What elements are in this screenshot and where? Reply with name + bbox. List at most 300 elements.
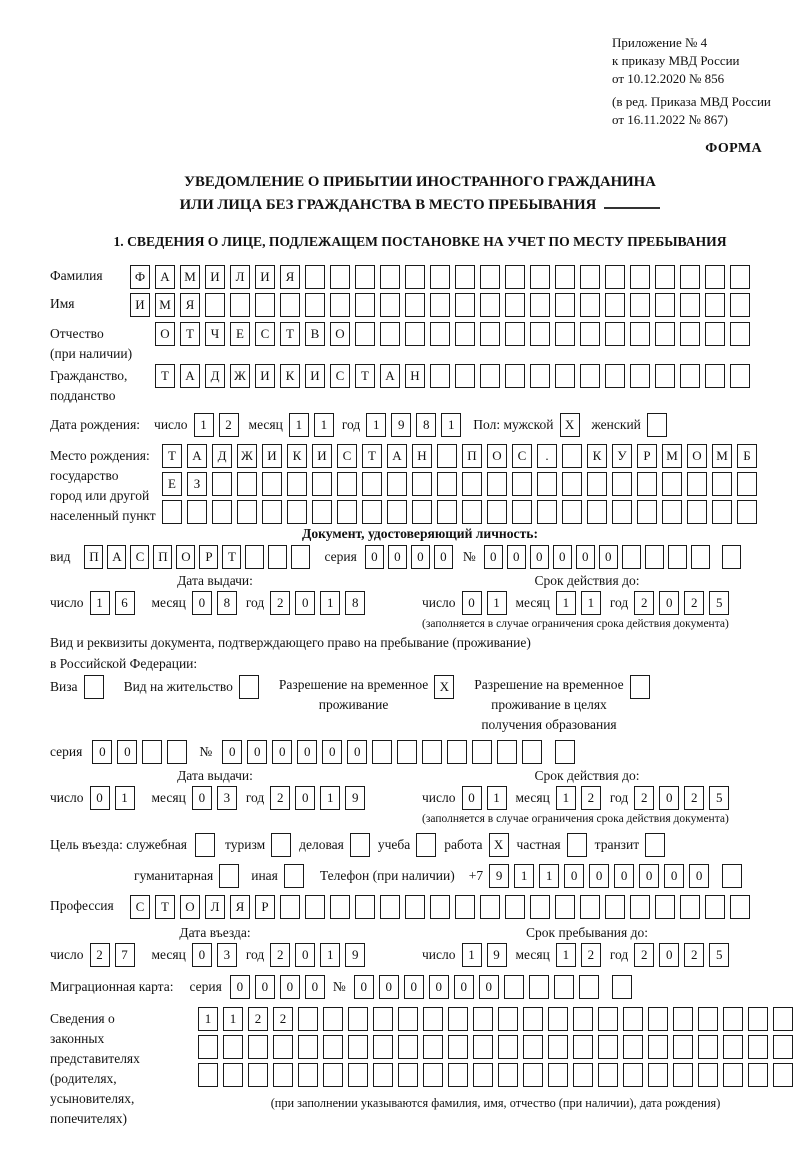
char-box[interactable]: [530, 364, 550, 388]
char-box[interactable]: [397, 740, 417, 764]
char-box[interactable]: [698, 1063, 718, 1087]
char-box[interactable]: 9: [391, 413, 411, 437]
char-box[interactable]: [523, 1007, 543, 1031]
residence-permit-checkbox[interactable]: [239, 675, 259, 699]
char-box[interactable]: [167, 740, 187, 764]
char-box[interactable]: [573, 1007, 593, 1031]
char-box[interactable]: [337, 472, 357, 496]
char-box[interactable]: [405, 293, 425, 317]
char-box[interactable]: 9: [487, 943, 507, 967]
purpose-humanitarian-checkbox[interactable]: [219, 864, 239, 888]
char-box[interactable]: [398, 1007, 418, 1031]
char-box[interactable]: 1: [320, 591, 340, 615]
char-box[interactable]: [348, 1063, 368, 1087]
char-box[interactable]: 2: [270, 591, 290, 615]
char-box[interactable]: 0: [255, 975, 275, 999]
purpose-other-checkbox[interactable]: [284, 864, 304, 888]
char-box[interactable]: [598, 1007, 618, 1031]
char-box[interactable]: 0: [659, 943, 679, 967]
char-box[interactable]: 0: [297, 740, 317, 764]
char-box[interactable]: У: [612, 444, 632, 468]
char-box[interactable]: 0: [530, 545, 549, 569]
char-box[interactable]: [237, 500, 257, 524]
char-box[interactable]: [430, 265, 450, 289]
char-box[interactable]: [280, 895, 300, 919]
char-box[interactable]: 3: [217, 786, 237, 810]
char-box[interactable]: [505, 364, 525, 388]
char-box[interactable]: [462, 500, 482, 524]
char-box[interactable]: [548, 1007, 568, 1031]
char-box[interactable]: С: [330, 364, 350, 388]
char-box[interactable]: [187, 500, 207, 524]
char-box[interactable]: Н: [412, 444, 432, 468]
char-box[interactable]: [680, 895, 700, 919]
char-box[interactable]: [748, 1035, 768, 1059]
char-box[interactable]: А: [155, 265, 175, 289]
char-box[interactable]: [455, 293, 475, 317]
char-box[interactable]: [730, 895, 750, 919]
char-box[interactable]: [398, 1035, 418, 1059]
char-box[interactable]: О: [176, 545, 195, 569]
char-box[interactable]: [423, 1007, 443, 1031]
char-box[interactable]: [423, 1035, 443, 1059]
char-box[interactable]: [398, 1063, 418, 1087]
char-box[interactable]: С: [130, 545, 149, 569]
char-box[interactable]: 0: [564, 864, 584, 888]
char-box[interactable]: [562, 472, 582, 496]
char-box[interactable]: [312, 472, 332, 496]
purpose-private-checkbox[interactable]: [567, 833, 587, 857]
char-box[interactable]: [691, 545, 710, 569]
char-box[interactable]: [505, 265, 525, 289]
char-box[interactable]: [380, 895, 400, 919]
char-box[interactable]: 7: [115, 943, 135, 967]
char-box[interactable]: 2: [634, 786, 654, 810]
char-box[interactable]: [630, 293, 650, 317]
char-box[interactable]: [548, 1035, 568, 1059]
char-box[interactable]: 0: [92, 740, 112, 764]
char-box[interactable]: 9: [345, 786, 365, 810]
char-box[interactable]: [623, 1007, 643, 1031]
char-box[interactable]: А: [187, 444, 207, 468]
char-box[interactable]: 0: [614, 864, 634, 888]
char-box[interactable]: 0: [192, 943, 212, 967]
visa-checkbox[interactable]: [84, 675, 104, 699]
char-box[interactable]: [748, 1063, 768, 1087]
char-box[interactable]: [655, 322, 675, 346]
char-box[interactable]: С: [130, 895, 150, 919]
char-box[interactable]: 2: [684, 591, 704, 615]
char-box[interactable]: [380, 265, 400, 289]
char-box[interactable]: [437, 444, 457, 468]
char-box[interactable]: [437, 472, 457, 496]
char-box[interactable]: И: [312, 444, 332, 468]
char-box[interactable]: [330, 293, 350, 317]
char-box[interactable]: 6: [115, 591, 135, 615]
char-box[interactable]: 2: [634, 943, 654, 967]
purpose-official-checkbox[interactable]: [195, 833, 215, 857]
char-box[interactable]: [705, 364, 725, 388]
char-box[interactable]: [198, 1035, 218, 1059]
char-box[interactable]: [687, 472, 707, 496]
char-box[interactable]: [723, 1007, 743, 1031]
char-box[interactable]: К: [587, 444, 607, 468]
char-box[interactable]: [330, 895, 350, 919]
char-box[interactable]: 1: [441, 413, 461, 437]
temp-permit-checkbox[interactable]: X: [434, 675, 454, 699]
char-box[interactable]: 0: [322, 740, 342, 764]
char-box[interactable]: Т: [355, 364, 375, 388]
char-box[interactable]: И: [262, 444, 282, 468]
char-box[interactable]: [205, 293, 225, 317]
char-box[interactable]: [512, 500, 532, 524]
char-box[interactable]: [587, 472, 607, 496]
char-box[interactable]: Т: [280, 322, 300, 346]
char-box[interactable]: 0: [295, 943, 315, 967]
char-box[interactable]: Е: [230, 322, 250, 346]
char-box[interactable]: И: [305, 364, 325, 388]
char-box[interactable]: [605, 322, 625, 346]
char-box[interactable]: 9: [345, 943, 365, 967]
char-box[interactable]: Ф: [130, 265, 150, 289]
char-box[interactable]: [673, 1035, 693, 1059]
char-box[interactable]: [305, 293, 325, 317]
char-box[interactable]: [580, 265, 600, 289]
char-box[interactable]: [298, 1035, 318, 1059]
char-box[interactable]: [573, 1035, 593, 1059]
char-box[interactable]: 1: [194, 413, 214, 437]
char-box[interactable]: М: [180, 265, 200, 289]
char-box[interactable]: [212, 472, 232, 496]
char-box[interactable]: [355, 293, 375, 317]
char-box[interactable]: [605, 265, 625, 289]
char-box[interactable]: [730, 322, 750, 346]
char-box[interactable]: [523, 1063, 543, 1087]
char-box[interactable]: Я: [280, 265, 300, 289]
char-box[interactable]: Р: [199, 545, 218, 569]
char-box[interactable]: [605, 895, 625, 919]
char-box[interactable]: [622, 545, 641, 569]
char-box[interactable]: 1: [223, 1007, 243, 1031]
char-box[interactable]: [255, 293, 275, 317]
char-box[interactable]: [637, 500, 657, 524]
char-box[interactable]: [262, 472, 282, 496]
char-box[interactable]: 0: [230, 975, 250, 999]
char-box[interactable]: 2: [248, 1007, 268, 1031]
char-box[interactable]: [312, 500, 332, 524]
char-box[interactable]: И: [130, 293, 150, 317]
char-box[interactable]: [455, 322, 475, 346]
char-box[interactable]: [555, 740, 575, 764]
char-box[interactable]: [412, 472, 432, 496]
char-box[interactable]: [680, 322, 700, 346]
char-box[interactable]: 1: [487, 786, 507, 810]
char-box[interactable]: [662, 500, 682, 524]
char-box[interactable]: [655, 364, 675, 388]
char-box[interactable]: 1: [556, 943, 576, 967]
char-box[interactable]: [305, 895, 325, 919]
char-box[interactable]: 0: [404, 975, 424, 999]
char-box[interactable]: [698, 1035, 718, 1059]
char-box[interactable]: 0: [365, 545, 384, 569]
char-box[interactable]: 9: [489, 864, 509, 888]
char-box[interactable]: [330, 265, 350, 289]
char-box[interactable]: [298, 1007, 318, 1031]
char-box[interactable]: Б: [737, 444, 757, 468]
purpose-tourism-checkbox[interactable]: [271, 833, 291, 857]
char-box[interactable]: [512, 472, 532, 496]
char-box[interactable]: 1: [314, 413, 334, 437]
char-box[interactable]: М: [662, 444, 682, 468]
char-box[interactable]: [529, 975, 549, 999]
sex-male-checkbox[interactable]: X: [560, 413, 580, 437]
char-box[interactable]: [580, 322, 600, 346]
char-box[interactable]: [287, 500, 307, 524]
char-box[interactable]: [555, 293, 575, 317]
char-box[interactable]: [455, 265, 475, 289]
char-box[interactable]: 0: [462, 786, 482, 810]
char-box[interactable]: [273, 1035, 293, 1059]
char-box[interactable]: 1: [556, 786, 576, 810]
char-box[interactable]: [705, 322, 725, 346]
char-box[interactable]: 0: [659, 786, 679, 810]
char-box[interactable]: [505, 322, 525, 346]
char-box[interactable]: 0: [454, 975, 474, 999]
char-box[interactable]: [473, 1035, 493, 1059]
char-box[interactable]: Р: [637, 444, 657, 468]
char-box[interactable]: [673, 1063, 693, 1087]
char-box[interactable]: [555, 322, 575, 346]
char-box[interactable]: В: [305, 322, 325, 346]
char-box[interactable]: [598, 1035, 618, 1059]
char-box[interactable]: [268, 545, 287, 569]
char-box[interactable]: [262, 500, 282, 524]
char-box[interactable]: [748, 1007, 768, 1031]
char-box[interactable]: [630, 364, 650, 388]
char-box[interactable]: [487, 500, 507, 524]
char-box[interactable]: 1: [320, 943, 340, 967]
char-box[interactable]: Р: [255, 895, 275, 919]
char-box[interactable]: Л: [230, 265, 250, 289]
char-box[interactable]: 0: [639, 864, 659, 888]
char-box[interactable]: [737, 472, 757, 496]
char-box[interactable]: [562, 444, 582, 468]
purpose-transit-checkbox[interactable]: [645, 833, 665, 857]
char-box[interactable]: [473, 1007, 493, 1031]
char-box[interactable]: [323, 1007, 343, 1031]
char-box[interactable]: [448, 1007, 468, 1031]
char-box[interactable]: Т: [155, 364, 175, 388]
char-box[interactable]: 0: [247, 740, 267, 764]
char-box[interactable]: Т: [180, 322, 200, 346]
char-box[interactable]: 0: [280, 975, 300, 999]
char-box[interactable]: Я: [230, 895, 250, 919]
char-box[interactable]: 1: [487, 591, 507, 615]
char-box[interactable]: Д: [205, 364, 225, 388]
char-box[interactable]: [623, 1035, 643, 1059]
char-box[interactable]: А: [107, 545, 126, 569]
char-box[interactable]: [230, 293, 250, 317]
char-box[interactable]: [355, 322, 375, 346]
char-box[interactable]: А: [380, 364, 400, 388]
char-box[interactable]: Ж: [230, 364, 250, 388]
char-box[interactable]: [373, 1035, 393, 1059]
char-box[interactable]: [323, 1035, 343, 1059]
char-box[interactable]: [455, 895, 475, 919]
char-box[interactable]: 0: [484, 545, 503, 569]
char-box[interactable]: [237, 472, 257, 496]
char-box[interactable]: Т: [362, 444, 382, 468]
char-box[interactable]: [198, 1063, 218, 1087]
char-box[interactable]: 1: [115, 786, 135, 810]
char-box[interactable]: [645, 545, 664, 569]
char-box[interactable]: Т: [155, 895, 175, 919]
char-box[interactable]: [773, 1063, 793, 1087]
char-box[interactable]: [730, 265, 750, 289]
char-box[interactable]: 0: [388, 545, 407, 569]
char-box[interactable]: 0: [479, 975, 499, 999]
char-box[interactable]: 8: [416, 413, 436, 437]
char-box[interactable]: 0: [379, 975, 399, 999]
char-box[interactable]: [447, 740, 467, 764]
char-box[interactable]: О: [155, 322, 175, 346]
char-box[interactable]: [505, 293, 525, 317]
char-box[interactable]: [462, 472, 482, 496]
char-box[interactable]: [287, 472, 307, 496]
char-box[interactable]: [605, 364, 625, 388]
char-box[interactable]: [555, 364, 575, 388]
char-box[interactable]: [305, 265, 325, 289]
char-box[interactable]: 2: [581, 786, 601, 810]
char-box[interactable]: 0: [347, 740, 367, 764]
char-box[interactable]: [605, 293, 625, 317]
char-box[interactable]: [280, 293, 300, 317]
char-box[interactable]: [448, 1063, 468, 1087]
char-box[interactable]: [498, 1035, 518, 1059]
char-box[interactable]: [705, 265, 725, 289]
char-box[interactable]: 0: [507, 545, 526, 569]
char-box[interactable]: 1: [581, 591, 601, 615]
char-box[interactable]: [630, 322, 650, 346]
char-box[interactable]: С: [255, 322, 275, 346]
char-box[interactable]: 1: [556, 591, 576, 615]
char-box[interactable]: 8: [345, 591, 365, 615]
char-box[interactable]: Ч: [205, 322, 225, 346]
char-box[interactable]: [612, 975, 632, 999]
char-box[interactable]: [555, 265, 575, 289]
char-box[interactable]: [655, 265, 675, 289]
purpose-work-checkbox[interactable]: X: [489, 833, 509, 857]
char-box[interactable]: Ж: [237, 444, 257, 468]
char-box[interactable]: О: [687, 444, 707, 468]
char-box[interactable]: [680, 265, 700, 289]
char-box[interactable]: 2: [270, 943, 290, 967]
char-box[interactable]: [530, 895, 550, 919]
char-box[interactable]: [498, 1007, 518, 1031]
char-box[interactable]: А: [180, 364, 200, 388]
char-box[interactable]: А: [387, 444, 407, 468]
char-box[interactable]: 1: [289, 413, 309, 437]
char-box[interactable]: [373, 1063, 393, 1087]
char-box[interactable]: [480, 265, 500, 289]
char-box[interactable]: П: [153, 545, 172, 569]
char-box[interactable]: [298, 1063, 318, 1087]
char-box[interactable]: [505, 895, 525, 919]
char-box[interactable]: [405, 322, 425, 346]
char-box[interactable]: [337, 500, 357, 524]
char-box[interactable]: [355, 265, 375, 289]
char-box[interactable]: [405, 895, 425, 919]
char-box[interactable]: [573, 1063, 593, 1087]
char-box[interactable]: [291, 545, 310, 569]
char-box[interactable]: [142, 740, 162, 764]
char-box[interactable]: [380, 322, 400, 346]
char-box[interactable]: [430, 895, 450, 919]
char-box[interactable]: [448, 1035, 468, 1059]
char-box[interactable]: [598, 1063, 618, 1087]
char-box[interactable]: [423, 1063, 443, 1087]
char-box[interactable]: [248, 1035, 268, 1059]
char-box[interactable]: 5: [709, 591, 729, 615]
char-box[interactable]: [422, 740, 442, 764]
char-box[interactable]: [497, 740, 517, 764]
char-box[interactable]: [730, 293, 750, 317]
char-box[interactable]: К: [280, 364, 300, 388]
char-box[interactable]: 2: [634, 591, 654, 615]
char-box[interactable]: 2: [684, 943, 704, 967]
char-box[interactable]: 0: [117, 740, 137, 764]
char-box[interactable]: [648, 1007, 668, 1031]
char-box[interactable]: [722, 864, 742, 888]
char-box[interactable]: [430, 364, 450, 388]
char-box[interactable]: 0: [354, 975, 374, 999]
char-box[interactable]: Д: [212, 444, 232, 468]
char-box[interactable]: М: [712, 444, 732, 468]
char-box[interactable]: [248, 1063, 268, 1087]
char-box[interactable]: [498, 1063, 518, 1087]
char-box[interactable]: [630, 895, 650, 919]
char-box[interactable]: [437, 500, 457, 524]
char-box[interactable]: 0: [411, 545, 430, 569]
char-box[interactable]: [579, 975, 599, 999]
char-box[interactable]: [648, 1035, 668, 1059]
char-box[interactable]: И: [205, 265, 225, 289]
char-box[interactable]: [668, 545, 687, 569]
char-box[interactable]: .: [537, 444, 557, 468]
char-box[interactable]: [680, 293, 700, 317]
char-box[interactable]: 1: [90, 591, 110, 615]
char-box[interactable]: 3: [217, 943, 237, 967]
char-box[interactable]: [405, 265, 425, 289]
char-box[interactable]: [537, 472, 557, 496]
char-box[interactable]: К: [287, 444, 307, 468]
char-box[interactable]: [612, 500, 632, 524]
char-box[interactable]: [712, 472, 732, 496]
char-box[interactable]: Н: [405, 364, 425, 388]
char-box[interactable]: 0: [664, 864, 684, 888]
char-box[interactable]: [355, 895, 375, 919]
char-box[interactable]: 1: [198, 1007, 218, 1031]
char-box[interactable]: [430, 322, 450, 346]
char-box[interactable]: 0: [192, 786, 212, 810]
char-box[interactable]: 1: [514, 864, 534, 888]
char-box[interactable]: [387, 472, 407, 496]
char-box[interactable]: [480, 322, 500, 346]
char-box[interactable]: [587, 500, 607, 524]
char-box[interactable]: [223, 1035, 243, 1059]
char-box[interactable]: 0: [659, 591, 679, 615]
char-box[interactable]: [722, 545, 741, 569]
